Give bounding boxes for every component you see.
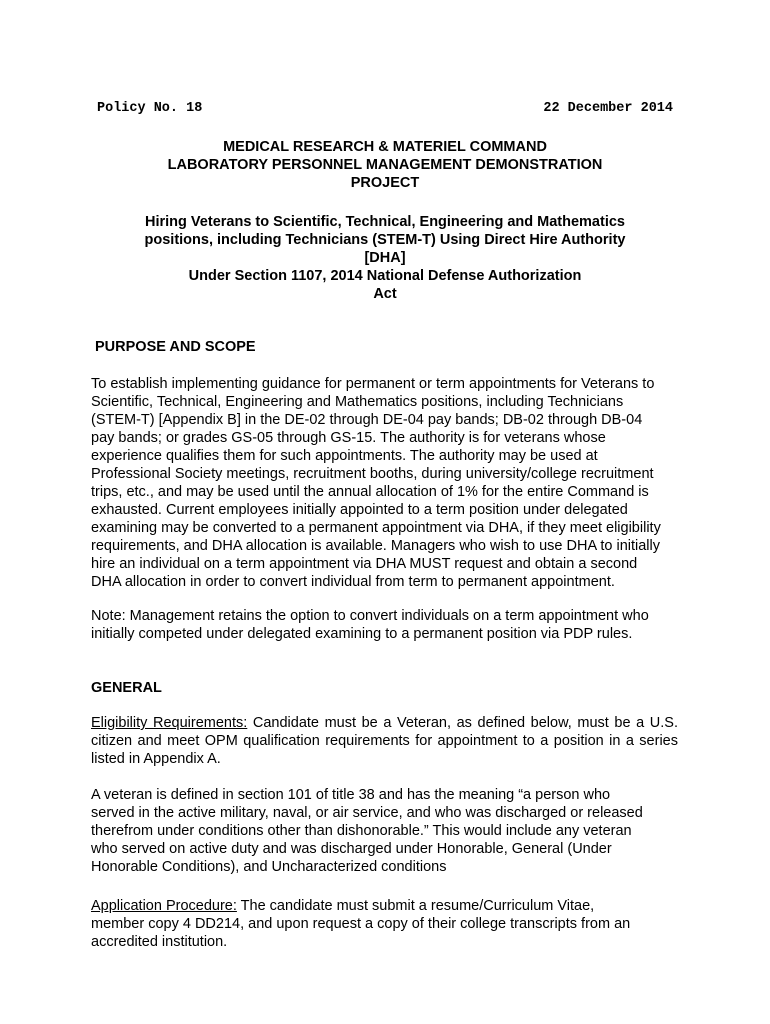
subtitle-line-1: Hiring Veterans to Scientific, Technical, Engineering and Mathematics [145, 214, 625, 230]
application-text: The candidate must submit a resume/Curriculum Vitae, member copy 4 DD214, and upon request a copy of their college transcripts from an accredited institution. [91, 898, 631, 950]
purpose-paragraph: To establish implementing guidance for permanent or term appointments for Veterans to Scientific, Technical, Engineering and Mathematics positions, including Technicians (STEM-T) [Appendix B] in the DE-02 through DE-04 pay bands; DB-02 through DB-04 pay bands; or grades GS-05 through GS-15. The authority is for veterans whose experience qualifies them for such appointments. The authority may be used at Professional Society meetings, recruitment booths, during university/college recruitment trips, etc., and may be used until the annual allocation of 1% for the entire Command is exhausted. Current employees initially appointed to a term position under delegated examining may be converted to a permanent appointment via DHA, if they meet eligibility requirements, and DHA allocation is available. Managers who wish to use DHA to initially hire an individual on a term appointment via DHA MUST request and obtain a second DHA allocation in order to convert individual from term to permanent appointment. [91, 376, 661, 590]
application-label: Application Procedure: [91, 898, 237, 914]
veteran-definition-paragraph: A veteran is defined in section 101 of title 38 and has the meaning “a person who served in the active military, naval, or air service, and who was discharged or released therefrom under conditions other than dishonorable.” This would include any veteran who served on active duty and was discharged under Honorable, General (Under Honorable Conditions), and Uncharacterized conditions [91, 787, 643, 875]
general-heading: GENERAL [91, 680, 162, 696]
policy-number: Policy No. 18 [97, 101, 203, 116]
purpose-note: Note: Management retains the option to convert individuals on a term appointment who initially competed under delegated examining to a permanent position via PDP rules. [91, 608, 649, 642]
eligibility-paragraph [91, 714, 678, 768]
subtitle-line-5: Act [373, 286, 397, 302]
title-line-1: MEDICAL RESEARCH & MATERIEL COMMAND [223, 139, 547, 155]
document-header [97, 101, 673, 116]
eligibility-text: Candidate must be a Veteran, as defined below, must be a U.S. citizen and meet OPM qualification requirements for appointment to a position in a series listed in Appendix A. [91, 715, 678, 767]
document-subtitle [90, 213, 680, 303]
subtitle-line-3: [DHA] [364, 250, 406, 266]
document-title [90, 138, 680, 192]
subtitle-line-4: Under Section 1107, 2014 National Defense Authorization [188, 268, 582, 284]
title-line-3: PROJECT [350, 175, 420, 191]
policy-date: 22 December 2014 [543, 101, 673, 116]
title-line-2: LABORATORY PERSONNEL MANAGEMENT DEMONSTRATION [167, 157, 603, 173]
application-paragraph [91, 897, 651, 951]
subtitle-line-2: positions, including Technicians (STEM-T) Using Direct Hire Authority [144, 232, 626, 248]
purpose-heading: PURPOSE AND SCOPE [95, 339, 256, 355]
eligibility-label: Eligibility Requirements: [91, 715, 248, 731]
